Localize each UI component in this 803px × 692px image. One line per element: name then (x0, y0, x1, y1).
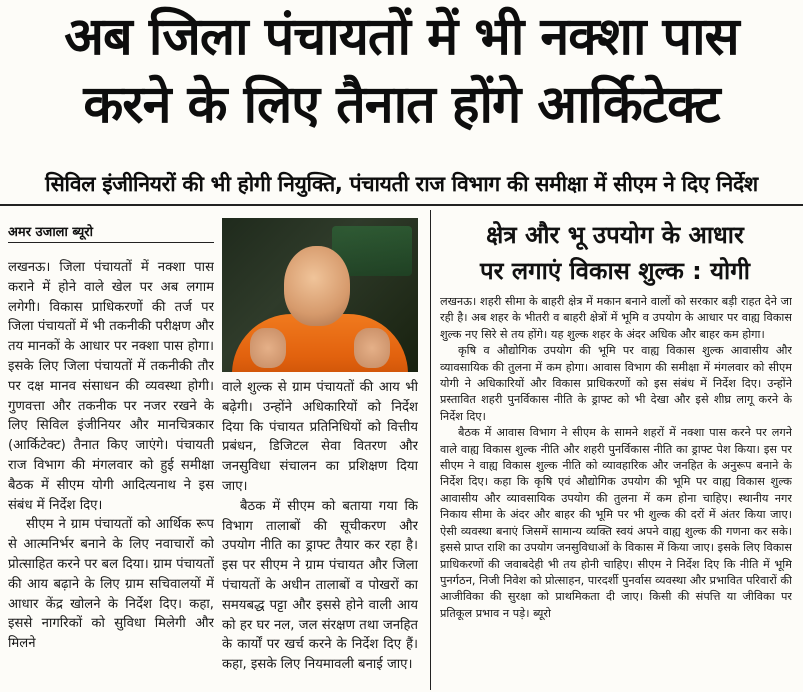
sidebar-paragraph-1: लखनऊ। शहरी सीमा के बाहरी क्षेत्र में मकान बनाने वालों को सरकार बड़ी राहत देने जा रही है। अब शहर के भीतरी व बाहरी क्षेत्रों में भूमि व उपयोग के आधार पर वाह्य विकास शुल्क नए सिरे से तय होंगे। यह शुल्क शहर के अंदर अधिक और बाहर कम होगा। (440, 295, 792, 341)
top-divider (0, 204, 803, 206)
face (284, 246, 350, 326)
left-paragraph-2: सीएम ने ग्राम पंचायतों को आर्थिक रूप से आत्मनिर्भर बनाने के लिए नवाचारों को प्रोत्साहित करने पर बल दिया। ग्राम पंचायतों की आय बढ़ाने के लिए ग्राम सचिवालयों में आधार केंद्र खोलने के निर्देश दिए। कहा, इससे नागरिकों को सुविधा मिलेगी और मिलने (8, 517, 214, 652)
headline-line-1: अब जिला पंचायतों में भी नक्शा पास (64, 7, 739, 67)
middle-column (222, 378, 418, 688)
byline-rule (8, 242, 214, 243)
sidebar-title-line-2: पर लगाएं विकास शुल्क : योगी (480, 257, 750, 285)
middle-paragraph-2: बैठक में सीएम को बताया गया कि विभाग तालाबों की सूचीकरण और उपयोग नीति का ड्राफ्ट तैयार कर रहा है। इस पर सीएम ने ग्राम पंचायत और जिला पंचायतों के अधीन तालाबों व पोखरों का समयबद्ध पट्टा और इससे होने वाली आय को हर घर नल, जल संरक्षण तथा जनहित के कार्यों पर खर्च करने के निर्देश दिए हैं। कहा, इसके लिए नियमावली बनाई जाए। (222, 498, 418, 673)
left-paragraph-1: लखनऊ। जिला पंचायतों में नक्शा पास कराने में होने वाले खेल पर अब लगाम लगेगी। विकास प्राधिकरणों की तर्ज पर जिला पंचायतों में भी तकनीकी परीक्षण और तय मानकों के आधार पर नक्शा पास होगा। इसके लिए जिला पंचायतों में तकनीकी तौर पर दक्ष मानव संसाधन की व्यवस्था होगी। गुणवत्ता और तकनीक पर नजर रखने के लिए सिविल इंजीनियर और मानचित्रकार (आर्किटेक्ट) तैनात किए जाएंगे। पंचायती राज विभाग की मंगलवार को हुई समीक्षा बैठक में सीएम योगी आदित्यनाथ ने इस संबंध में निर्देश दिए। (8, 260, 214, 513)
sidebar-paragraph-2: कृषि व औद्योगिक उपयोग की भूमि पर वाह्य विकास शुल्क आवासीय और व्यावसायिक की तुलना में कम होगा। आवास विभाग की समीक्षा में मंगलवार को सीएम योगी ने अधिकारियों और विकास प्राधिकरणों को इस संबंध में निर्देश दिए। उन्होंने प्रस्तावित शहरी पुनर्विकास नीति के ड्राफ्ट को भी देखा और इसे शीघ्र लागू करने के निर्देश दिए। (440, 344, 792, 423)
right-hand (354, 328, 390, 368)
headline-line-2: करने के लिए तैनात होंगे आर्किटेक्ट (83, 75, 720, 135)
middle-paragraph-1: वाले शुल्क से ग्राम पंचायतों की आय भी बढ़ेगी। उन्होंने अधिकारियों को निर्देश दिया कि पंचायत प्रतिनिधियों को वित्तीय प्रबंधन, डिजिटल सेवा वितरण और जनसुविधा संचालन का प्रशिक्षण दिया जाए। (222, 380, 418, 494)
left-column (8, 258, 214, 688)
byline: अमर उजाला ब्यूरो (8, 225, 93, 240)
column-divider (430, 210, 431, 690)
subheadline: सिविल इंजीनियरों की भी होगी नियुक्ति, पंचायती राज विभाग की समीक्षा में सीएम ने दिए निर्देश (45, 172, 758, 196)
sidebar-paragraph-3: बैठक में आवास विभाग ने सीएम के सामने शहरों में नक्शा पास करने पर लगने वाले वाह्य विकास शुल्क नीति और शहरी पुनर्विकास नीति का ड्राफ्ट पेश किया। इस पर सीएम ने वाह्य विकास शुल्क नीति को व्यावहारिक और जनहित के अनुरूप बनाने के निर्देश दिए। कहा कि कृषि एवं औद्योगिक उपयोग की भूमि पर वाह्य विकास शुल्क आवासीय और व्यावसायिक उपयोग की तुलना में कम होना चाहिए। स्थानीय नगर निकाय सीमा के अंदर और बाहर की भूमि पर भी शुल्क की दरों में अंतर किया जाए। ऐसी व्यवस्था बनाएं जिसमें सामान्य व्यक्ति स्वयं अपने वाह्य शुल्क की गणना कर सके। इससे प्राप्त राशि का उपयोग जनसुविधाओं के विकास में किया जाए। इसके लिए विकास प्राधिकरणों की जवाबदेही भी तय होनी चाहिए। सीएम ने निर्देश दिए कि नीति में भूमि पुनर्गठन, निजी निवेश को प्रोत्साहन, पारदर्शी पुनर्वास व्यवस्था और प्रभावित परिवारों की आजीविका की सुरक्षा को प्राथमिकता दी जाए। किसी की संपत्ति या जीविका पर प्रतिकूल प्रभाव न पड़े। ब्यूरो (440, 426, 792, 620)
sidebar-column (440, 294, 792, 690)
sidebar-title-line-1: क्षेत्र और भू उपयोग के आधार (486, 221, 744, 249)
cm-photo (222, 218, 418, 372)
left-hand (250, 328, 286, 368)
